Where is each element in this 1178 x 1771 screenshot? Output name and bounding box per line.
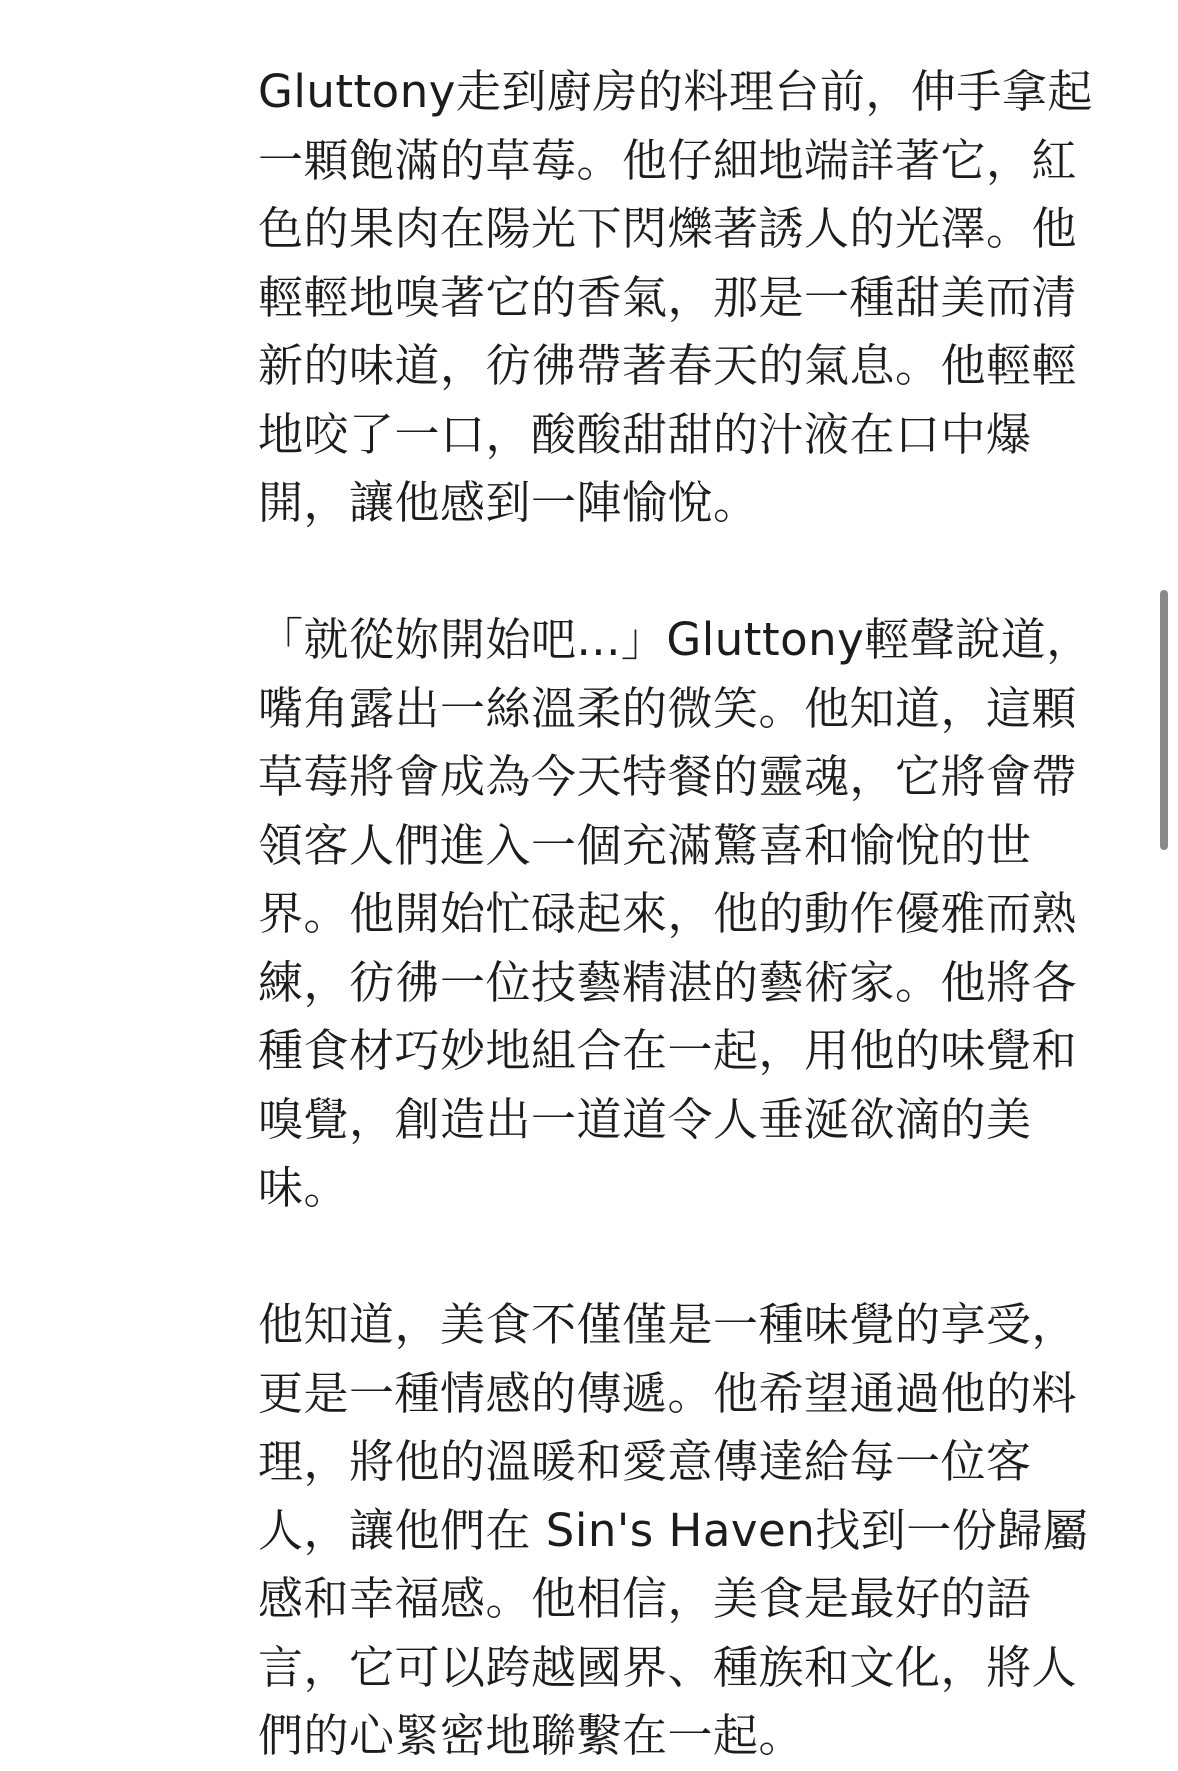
scrollbar-thumb[interactable] — [1160, 590, 1168, 850]
paragraph-2: 「就從妳開始吧...」Gluttony輕聲說道，嘴角露出一絲溫柔的微笑。他知道，這顆草莓將會成為今天特餐的靈魂，它將會帶領客人們進入一個充滿驚喜和愉悅的世界。他開始忙碌起來，他的動作優雅而熟練，彷彿一位技藝精湛的藝術家。他將各種食材巧妙地組合在一起，用他的味覺和嗅覺，創造出一道道令人垂涎欲滴的美味。 — [258, 613, 1092, 1214]
article-body — [258, 58, 1104, 1771]
paragraph-spacer — [258, 538, 1104, 607]
paragraph-3: 他知道，美食不僅僅是一種味覺的享受，更是一種情感的傳遞。他希望通過他的料理，將他的溫暖和愛意傳達給每一位客人，讓他們在 Sin's Haven找到一份歸屬感和幸福感。他相信，美食是最好的語言，它可以跨越國界、種族和文化，將人們的心緊密地聯繫在一起。 — [258, 1298, 1089, 1762]
paragraph-1: Gluttony走到廚房的料理台前，伸手拿起一顆飽滿的草莓。他仔細地端詳著它，紅色的果肉在陽光下閃爍著誘人的光澤。他輕輕地嗅著它的香氣，那是一種甜美而清新的味道，彷彿帶著春天的氣息。他輕輕地咬了一口，酸酸甜甜的汁液在口中爆開，讓他感到一陣愉悅。 — [258, 65, 1093, 529]
paragraph-spacer — [258, 1223, 1104, 1292]
